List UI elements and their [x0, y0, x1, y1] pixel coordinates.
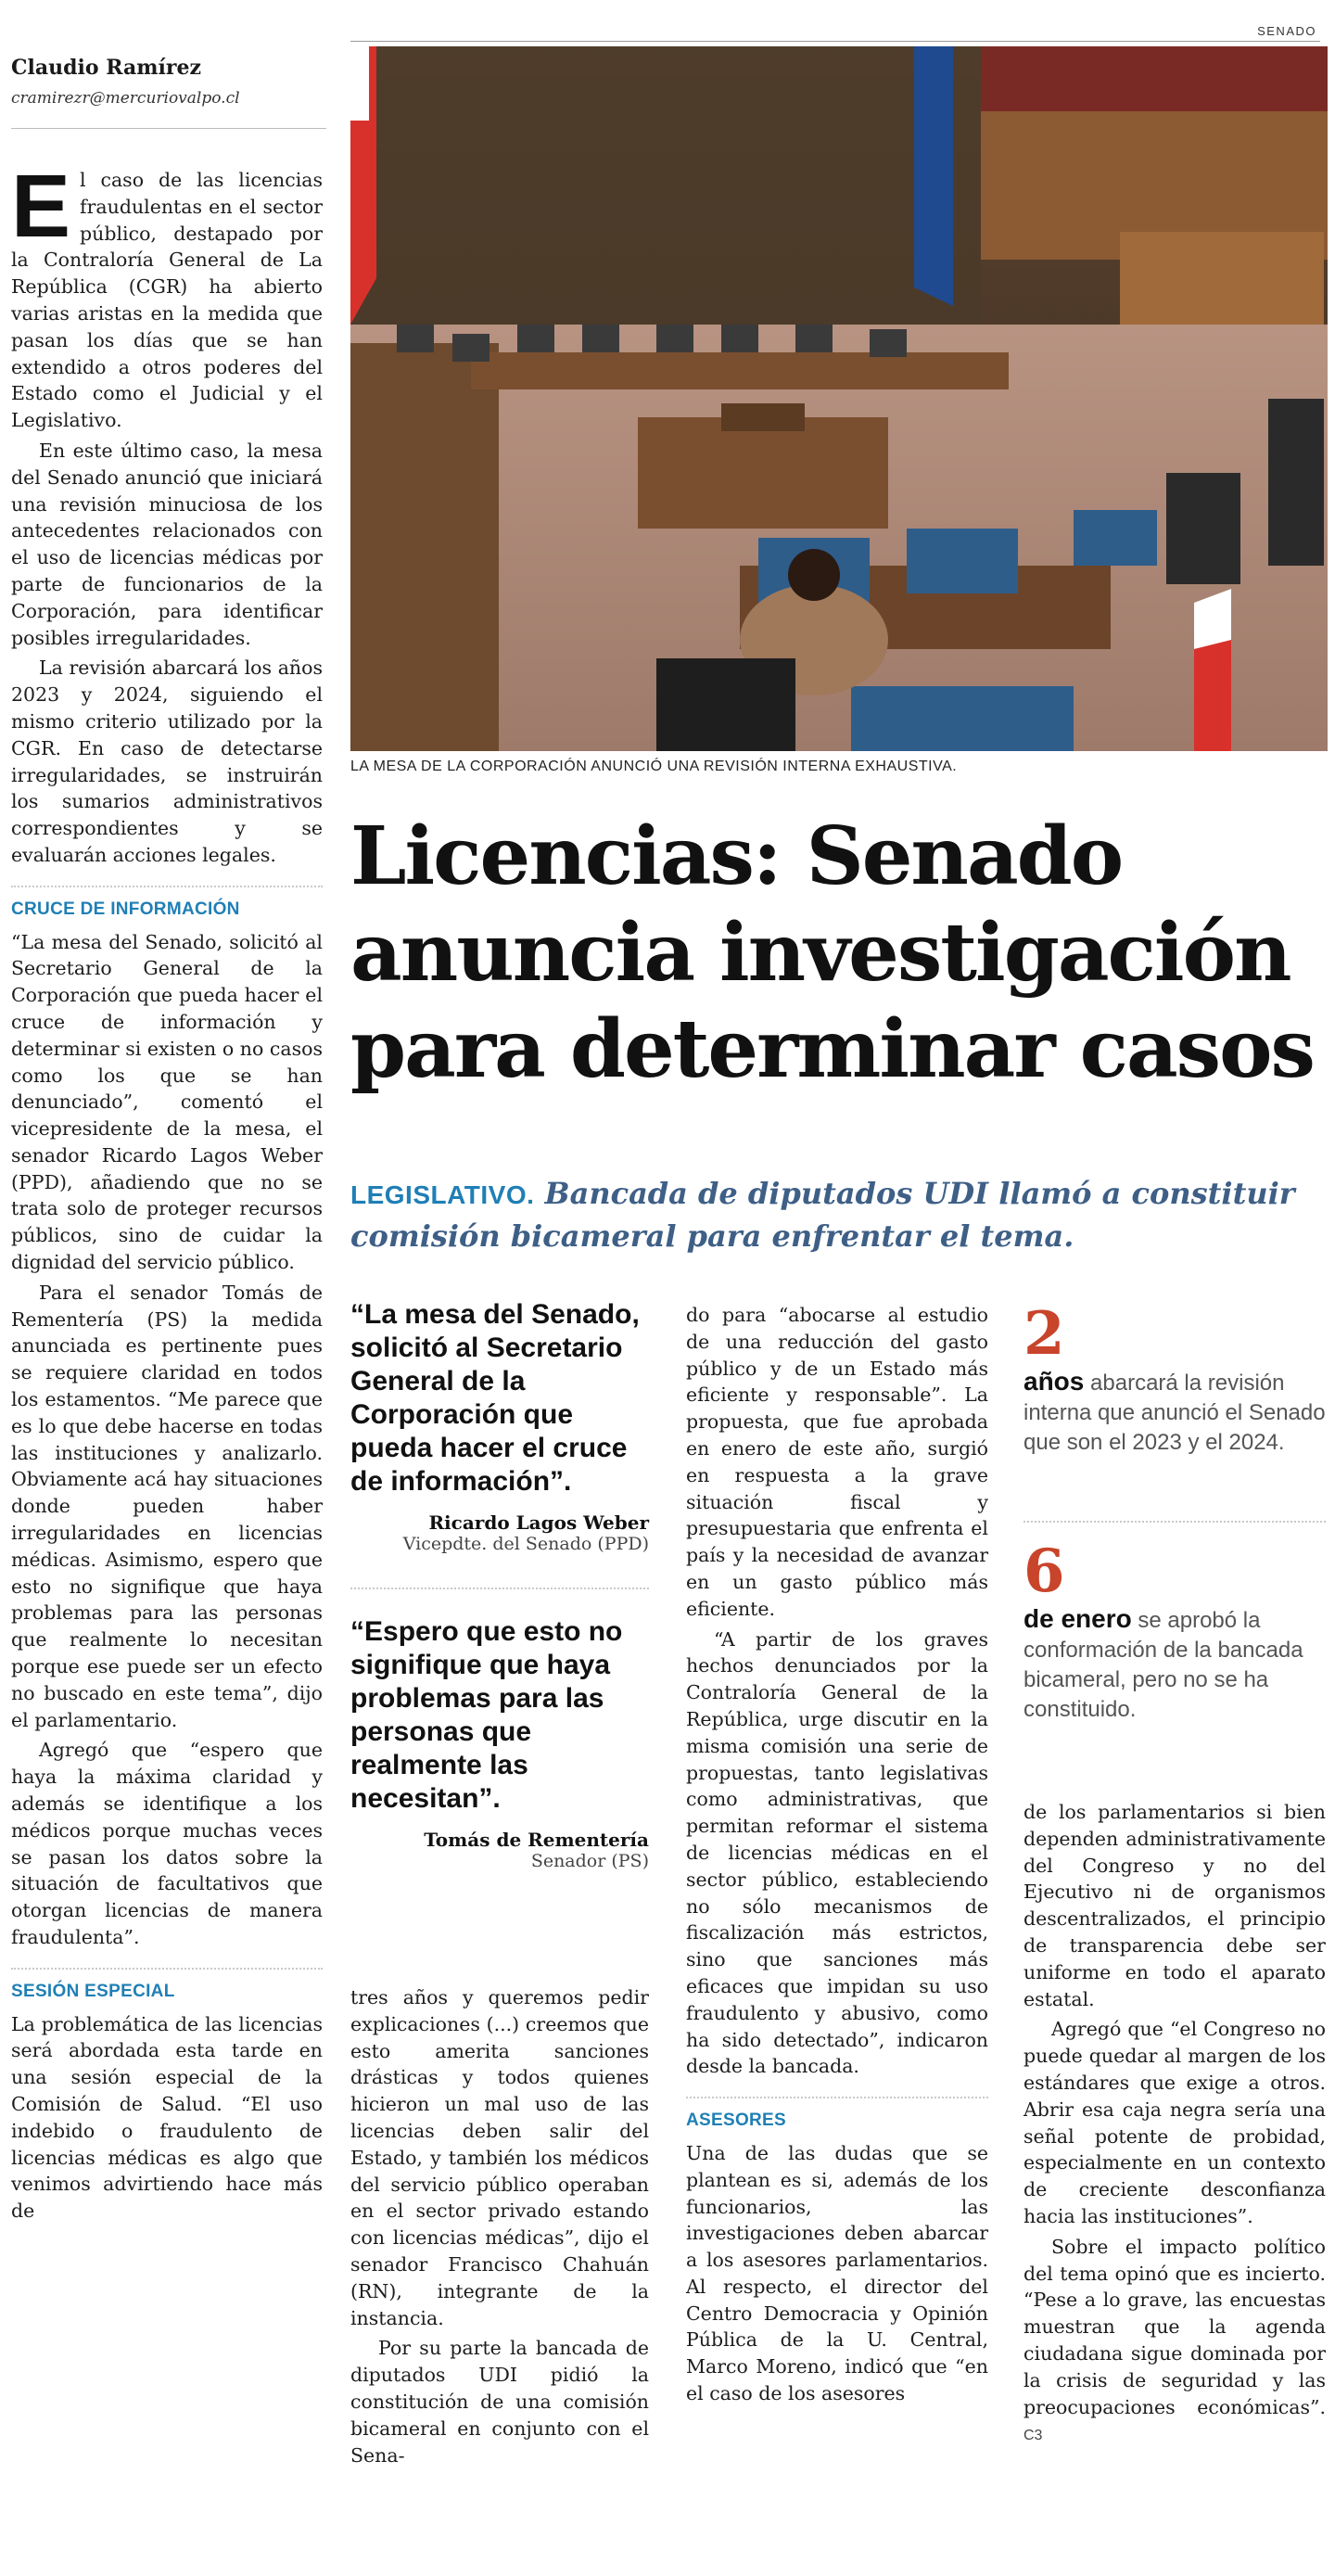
quote-author: Ricardo Lagos Weber	[428, 1511, 649, 1534]
article-column-3	[686, 1302, 988, 2411]
kicker-text: Bancada de diputados UDI llamó a constituir comisión bicameral para enfrentar el tema.	[350, 1176, 1295, 1254]
paragraph: En este último caso, la mesa del Senado anunció que iniciará una revisión minuciosa de los antecedentes relacionados con el uso de licencias médicas por parte de funcionarios de la Corporación, para identificar posibles irregularidades.	[11, 439, 323, 649]
stat-1	[1024, 1299, 1326, 1458]
quote-author: Tomás de Rementería	[424, 1829, 649, 1851]
section-label: SENADO	[1257, 24, 1316, 38]
subhead-cruce: CRUCE DE INFORMACIÓN	[11, 886, 323, 924]
stat-number: 2	[1024, 1299, 1065, 1369]
stat-description: de enero se aprobó la conformación de la bancada bicameral, pero no se ha constituido.	[1024, 1604, 1303, 1722]
stat-number: 6	[1024, 1537, 1065, 1606]
paragraph: Sobre el impacto político del tema opinó que es incierto. “Pese a lo grave, las encuestas muestran que la agenda ciudadana sigue dominada por la crisis de seguridad y las preocupaciones económicas”. C3	[1024, 2235, 1326, 2444]
paragraph: de los parlamentarios si bien dependen administrativamente del Congreso y no del Ejecutivo ni de organismos descentralizados, el principio de transparencia debe ser uniforme en todo el aparato estatal.	[1024, 1801, 1326, 2010]
end-mark: C3	[1024, 2428, 1043, 2444]
article-column-4	[1024, 1799, 1326, 2454]
author-divider	[11, 128, 326, 129]
stat-divider	[1024, 1521, 1326, 1523]
senate-chamber-illustration	[350, 46, 1328, 751]
stat-description: años abarcará la revisión interna que anunció el Senado que son el 2023 y el 2024.	[1024, 1367, 1326, 1455]
paragraph: Agregó que “el Congreso no puede quedar al margen de los estándares que exige a otros. Abrir esa caja negra sería una señal potente de probidad, especialmente en un contexto de creciente desconfianza hacia las instituciones”.	[1024, 2018, 1326, 2227]
kicker-label: LEGISLATIVO.	[350, 1180, 535, 1209]
author-name: Claudio Ramírez	[11, 56, 201, 80]
pull-quote-2	[350, 1615, 649, 1871]
paragraph: Por su parte la bancada de diputados UDI pidió la constitución de una comisión bicameral en conjunto con el Sena-	[350, 2337, 649, 2467]
paragraph: do para “abocarse al estudio de una reducción del gasto público y de un Estado más eficiente y responsable”. La propuesta, que fue aprobada en enero de este año, surgió en respuesta a la grave situación fiscal y presupuestaria que enfrenta el país y la necesidad de avanzar en un gasto público más eficiente.	[686, 1304, 988, 1620]
quote-text: “Espero que esto no signifique que haya problemas para las personas que realmente las necesitan”.	[350, 1616, 623, 1814]
author-email[interactable]: cramirezr@mercuriovalpo.cl	[11, 89, 240, 108]
article-column-1	[11, 157, 323, 2228]
kicker	[350, 1173, 1324, 1256]
quote-text: “La mesa del Senado, solicitó al Secretario General de la Corporación que pueda hacer el cruce de información”.	[350, 1299, 640, 1497]
paragraph: tres años y queremos pedir explicaciones (...) creemos que esto amerita sanciones drásticas y todos quienes hicieron un mal uso de las licencias deben salir del Estado, y también los médicos del servicio público operaban en el sector privado estando con licencias médicas”, dijo el senador Francisco Chahuán (RN), integrante de la instancia.	[350, 1986, 649, 2329]
quote-role: Vicepdte. del Senado (PPD)	[402, 1534, 649, 1554]
paragraph: “La mesa del Senado, solicitó al Secretario General de la Corporación que pueda hacer el cruce de información y determinar si existen o no casos como los que se han denunciado”, comentó el vicepresidente de la mesa, el senador Ricardo Lagos Weber (PPD), añadiendo que no se trata solo de proteger recursos públicos, sino de cuidar la dignidad del servicio público.	[11, 930, 323, 1274]
headline: Licencias: Senado anuncia investigación para determinar casos	[350, 810, 1314, 1096]
quote-divider	[350, 1588, 649, 1589]
top-rule	[350, 41, 1320, 42]
subhead-sesion: SESIÓN ESPECIAL	[11, 1968, 323, 2006]
pull-quote-1	[350, 1298, 649, 1554]
paragraph: La revisión abarcará los años 2023 y 2024, siguiendo el mismo criterio utilizado por la CGR. En caso de detectarse irregularidades, se instruirán los sumarios administrativos correspondientes y se evaluarán acciones legales.	[11, 657, 323, 866]
paragraph: Para el senador Tomás de Rementería (PS) la medida anunciada es pertinente pues se requiere claridad en todos los estamentos. “Me parece que es lo que debe hacerse en todas las instituciones y analizarlo. Obviamente acá hay situaciones donde pueden haber irregularidades en licencias médicas. Asimismo, espero que esto no signifique que haya problemas para las personas que realmente lo necesitan porque ese puede ser un efecto no buscado en este tema”, dijo el parlamentario.	[11, 1281, 323, 1731]
lead-paragraph: El caso de las licencias fraudulentas en el sector público, destapado por la Contraloría General de La República (CGR) ha abierto varias aristas en la medida que pasan los días que se han extendido a otros poderes del Estado como el Judicial y el Legislativo.	[11, 157, 323, 432]
quote-role: Senador (PS)	[530, 1851, 649, 1871]
dropcap: E	[11, 157, 71, 256]
senate-photo	[350, 46, 1328, 751]
paragraph: La problemática de las licencias será abordada esta tarde en una sesión especial de la Comisión de Salud. “El uso indebido o fraudulento de licencias médicas es algo que venimos advirtiendo hace más de	[11, 2012, 323, 2223]
paragraph: Una de las dudas que se plantean es si, además de los funcionarios, las investigaciones deben abarcar a los asesores parlamentarios. Al respecto, el director del Centro Democracia y Opinión Pública de la U. Central, Marco Moreno, indicó que “en el caso de los asesores	[686, 2141, 988, 2405]
paragraph: Agregó que “espero que haya la máxima claridad y además se identifique a los médicos porque muchas veces se pasan los datos sobre la situación de facultativos que otorgan licencias de manera fraudulenta”.	[11, 1739, 323, 1948]
article-column-2	[350, 1984, 649, 2472]
paragraph: “A partir de los graves hechos denunciados por la Contraloría General de la República, urge discutir en la misma comisión una serie de propuestas, tanto legislativas como administrativas, que permitan reformar el sistema de licencias médicas en el sector público, estableciendo no sólo mecanismos de fiscalización más estrictos, sino que sanciones más eficaces que impidan su uso fraudulento y abusivo, como ha sido detectado”, indicaron desde la bancada.	[686, 1627, 988, 2078]
photo-caption: LA MESA DE LA CORPORACIÓN ANUNCIÓ UNA REVISIÓN INTERNA EXHAUSTIVA.	[350, 759, 958, 774]
subhead-asesores: ASESORES	[686, 2097, 988, 2135]
stat-2	[1024, 1539, 1326, 1725]
